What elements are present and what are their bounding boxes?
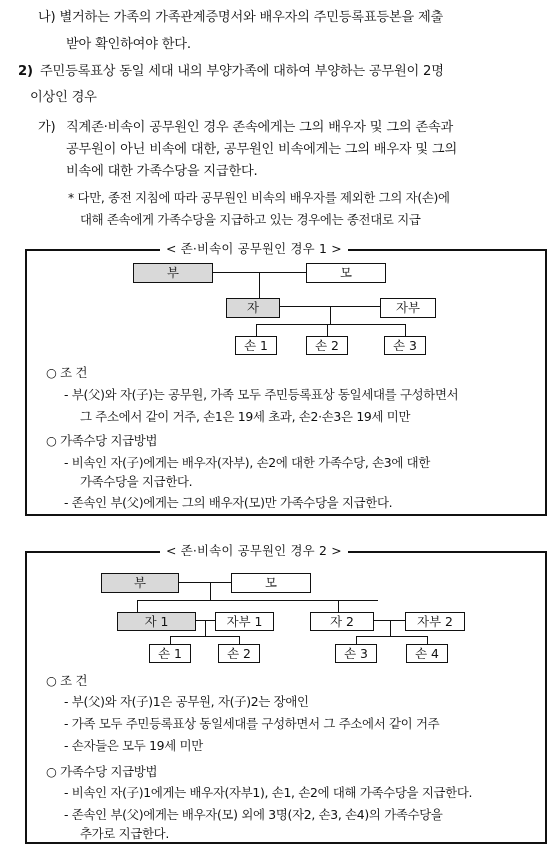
case1-node-child: 자 [226, 298, 280, 318]
case2-cond-line3: - 손자들은 모두 19세 미만 [64, 738, 203, 753]
item-ga-line1: 직계존·비속이 공무원인 경우 존속에게는 그의 배우자 및 그의 존속과 [66, 120, 454, 135]
case1-node-g1: 손 1 [235, 336, 277, 355]
case2-g3-line [356, 636, 357, 644]
section2-line1: 주민등록표상 동일 세대 내의 부양가족에 대하여 부양하는 공무원이 2명 [40, 64, 444, 79]
case2-node-mother: 모 [231, 573, 311, 593]
item-na-line2: 받아 확인하여야 한다. [66, 37, 191, 52]
note-line2: 대해 존속에게 가족수당을 지급하고 있는 경우에는 종전대로 지급 [80, 212, 421, 227]
case2-pay-line2: - 존속인 부(父)에게는 배우자(모) 외에 3명(자2, 손3, 손4)의 가족수당을 [64, 807, 443, 822]
case1-node-g3: 손 3 [384, 336, 426, 355]
case1-pay-heading: ○ 가족수당 지급방법 [46, 433, 158, 448]
case2-node-g3: 손 3 [335, 644, 377, 663]
case2-cond-line2: - 가족 모두 주민등록표상 동일세대를 구성하면서 그 주소에서 같이 거주 [64, 716, 440, 731]
case1-pay-line1: - 비속인 자(子)에게는 배우자(자부), 손2에 대한 가족수당, 손3에 대한 [64, 455, 431, 470]
case2-cond-heading: ○ 조 건 [46, 673, 88, 688]
case1-pay-line2: 가족수당을 지급한다. [80, 474, 193, 489]
case2-marriage-line-1 [179, 582, 231, 583]
case2-g4-line [427, 636, 428, 644]
item-na-line1: 나) 별거하는 가족의 가족관계증명서와 배우자의 주민등록표등본을 제출 [38, 10, 444, 25]
case2-node-spouse2: 자부 2 [405, 612, 465, 631]
case2-parent-drop [210, 582, 211, 600]
case2-g1-line [170, 636, 171, 644]
case1-node-mother: 모 [306, 263, 386, 283]
case2-pay-line1: - 비속인 자(子)1에게는 배우자(자부1), 손1, 손2에 대해 가족수당을 지급한다. [64, 785, 473, 800]
item-ga-label: 가) [38, 120, 56, 135]
case2-node-child2: 자 2 [310, 612, 374, 631]
case1-node-child-spouse: 자부 [380, 298, 436, 318]
case2-cond-line1: - 부(父)와 자(子)1은 공무원, 자(子)2는 장애인 [64, 694, 309, 709]
case1-cond-line1: - 부(父)와 자(子)는 공무원, 가족 모두 주민등록표상 동일세대를 구성하면서 [64, 387, 459, 402]
case1-cond-line2: 그 주소에서 같이 거주, 손1은 19세 초과, 손2·손3은 19세 미만 [80, 409, 411, 424]
case1-g1-line [256, 324, 257, 336]
case2-title: < 존·비속이 공무원인 경우 2 > [160, 543, 348, 559]
case2-pay-line3: 추가로 지급한다. [80, 826, 169, 841]
case2-family2-drop [390, 620, 391, 636]
case2-child1-line [137, 600, 138, 612]
case2-children-bar [137, 600, 378, 601]
case1-cond-heading: ○ 조 건 [46, 365, 88, 380]
case1-node-father: 부 [133, 263, 213, 283]
case2-node-child1: 자 1 [117, 612, 196, 631]
item-ga-line2: 공무원이 아닌 비속에 대한, 공무원인 비속에게는 그의 배우자 및 그의 [66, 142, 458, 157]
case1-child-drop-line [330, 306, 331, 324]
case1-grandchild-bar [256, 324, 406, 325]
case2-g2-line [239, 636, 240, 644]
section2-line2: 이상인 경우 [30, 90, 97, 105]
case2-pay-heading: ○ 가족수당 지급방법 [46, 764, 158, 779]
case1-node-g2: 손 2 [306, 336, 348, 355]
case2-node-g1: 손 1 [149, 644, 191, 663]
case1-title: < 존·비속이 공무원인 경우 1 > [160, 241, 348, 257]
case1-parent-child-line [259, 272, 260, 298]
case2-node-spouse1: 자부 1 [215, 612, 274, 631]
case2-node-father: 부 [101, 573, 179, 593]
case2-child2-line [338, 600, 339, 612]
section2-number: 2) [18, 64, 33, 79]
case1-g3-line [405, 324, 406, 336]
case1-pay-line3: - 존속인 부(父)에게는 그의 배우자(모)만 가족수당을 지급한다. [64, 495, 393, 510]
case2-node-g2: 손 2 [218, 644, 260, 663]
case2-family2-bar [356, 636, 428, 637]
case2-family1-bar [170, 636, 240, 637]
note-line1: * 다만, 종전 지침에 따라 공무원인 비속의 배우자를 제외한 그의 자(손)에 [68, 190, 450, 205]
item-ga-line3: 비속에 대한 가족수당을 지급한다. [66, 164, 258, 179]
case2-family1-drop [205, 620, 206, 636]
case1-g2-line [327, 324, 328, 336]
case2-node-g4: 손 4 [406, 644, 448, 663]
